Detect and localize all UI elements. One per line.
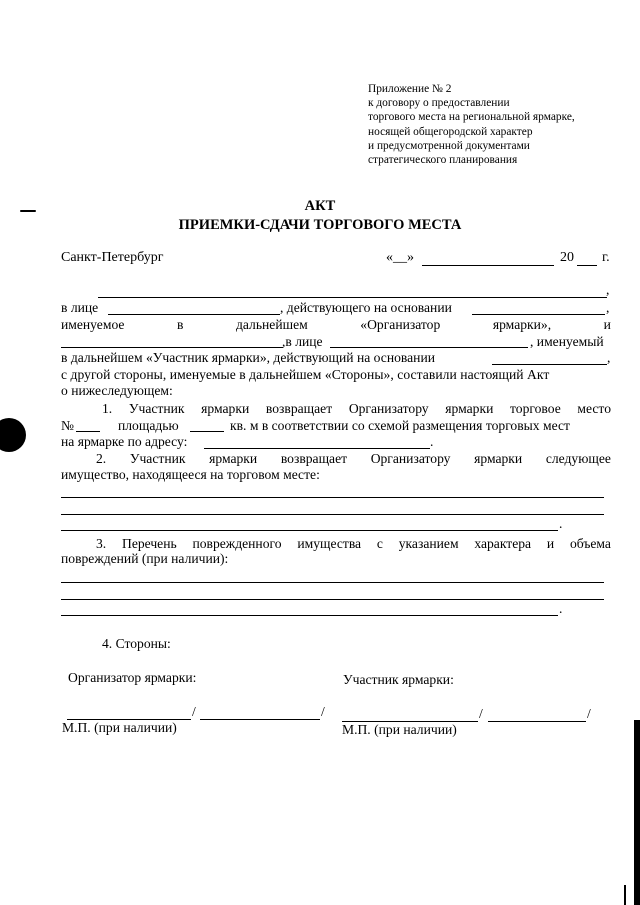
- body-text: на ярмарке по адресу:: [61, 434, 188, 449]
- body-line-justified: 2. Участник ярмарки возвращает Организатору ярмарки следующее: [96, 451, 611, 466]
- organizer-stamp-label: М.П. (при наличии): [62, 720, 177, 735]
- body-text: кв. м в соответствии со схемой размещения торговых мест: [230, 418, 570, 433]
- body-text: в лице: [61, 300, 99, 315]
- slash: /: [321, 704, 325, 719]
- body-line-justified: 3. Перечень поврежденного имущества с указанием характера и объема: [96, 536, 611, 551]
- doc-subtitle: ПРИЕМКИ-СДАЧИ ТОРГОВОГО МЕСТА: [178, 217, 462, 233]
- body-text: , именуемый: [530, 334, 604, 349]
- body-text: с другой стороны, именуемые в дальнейшем «Стороны», составили настоящий Акт: [61, 367, 550, 382]
- date-year-field[interactable]: [577, 265, 597, 266]
- body-line-justified: именуемое в дальнейшем «Организатор ярмарки», и: [61, 317, 611, 332]
- body-line-justified: 1. Участник ярмарки возвращает Организатору ярмарки торговое место: [102, 401, 611, 416]
- participant-basis-field[interactable]: [492, 364, 607, 365]
- body-text: №: [61, 418, 74, 433]
- body-text: , действующего на основании: [280, 300, 452, 315]
- organizer-label: Организатор ярмарки:: [68, 670, 197, 685]
- date-day: «__»: [386, 250, 414, 265]
- city: Санкт-Петербург: [61, 250, 164, 265]
- annex-line: Приложение № 2: [368, 83, 452, 95]
- damage-line-field[interactable]: [61, 599, 604, 600]
- body-text: о нижеследующем:: [61, 383, 173, 398]
- area-field[interactable]: [190, 431, 224, 432]
- comma: ,: [607, 350, 611, 365]
- annex-line: носящей общегородской характер: [368, 125, 533, 138]
- participant-name-field[interactable]: [61, 347, 283, 348]
- body-text: площадью: [118, 418, 179, 433]
- body-text: в дальнейшем «Участник ярмарки», действующий на основании: [61, 350, 435, 365]
- annex-line: к договору о предоставлении: [368, 97, 510, 110]
- organizer-representative-field[interactable]: [108, 314, 280, 315]
- place-number-field[interactable]: [76, 431, 100, 432]
- annex-line: торгового места на региональной ярмарке,: [368, 111, 575, 124]
- property-line-field[interactable]: [61, 497, 604, 498]
- body-text: повреждений (при наличии):: [61, 551, 229, 566]
- body-text: имущество, находящееся на торговом месте:: [61, 467, 320, 482]
- scan-edge: [634, 720, 640, 905]
- doc-title: АКТ: [304, 198, 336, 214]
- date-month-field[interactable]: [422, 265, 554, 266]
- participant-stamp-label: М.П. (при наличии): [342, 722, 457, 737]
- organizer-name-sign-field[interactable]: [200, 719, 320, 720]
- participant-representative-field[interactable]: [330, 347, 528, 348]
- slash: /: [479, 706, 483, 721]
- scan-edge-mark: [624, 885, 626, 905]
- property-line-field[interactable]: [61, 514, 604, 515]
- body-text: ,в лице: [282, 334, 323, 349]
- period: .: [559, 601, 563, 616]
- slash: /: [587, 706, 591, 721]
- property-line-field[interactable]: [61, 530, 558, 531]
- participant-name-sign-field[interactable]: [488, 721, 586, 722]
- participant-label: Участник ярмарки:: [343, 672, 454, 687]
- organizer-basis-field[interactable]: [472, 314, 605, 315]
- annex-block: [368, 82, 575, 167]
- period: .: [559, 516, 563, 531]
- comma: ,: [606, 300, 610, 315]
- parties-heading: 4. Стороны:: [102, 636, 171, 651]
- annex-line: стратегического планирования: [368, 154, 518, 167]
- comma: ,: [606, 282, 610, 297]
- period: .: [430, 434, 434, 449]
- address-field[interactable]: [204, 448, 430, 449]
- punch-hole-mark: [0, 418, 26, 452]
- slash: /: [192, 704, 196, 719]
- damage-line-field[interactable]: [61, 615, 558, 616]
- organizer-name-field[interactable]: [98, 297, 607, 298]
- date-year-suffix: г.: [602, 250, 610, 265]
- damage-line-field[interactable]: [61, 582, 604, 583]
- annex-line: и предусмотренной документами: [368, 139, 530, 152]
- date-year-prefix: 20: [560, 250, 574, 265]
